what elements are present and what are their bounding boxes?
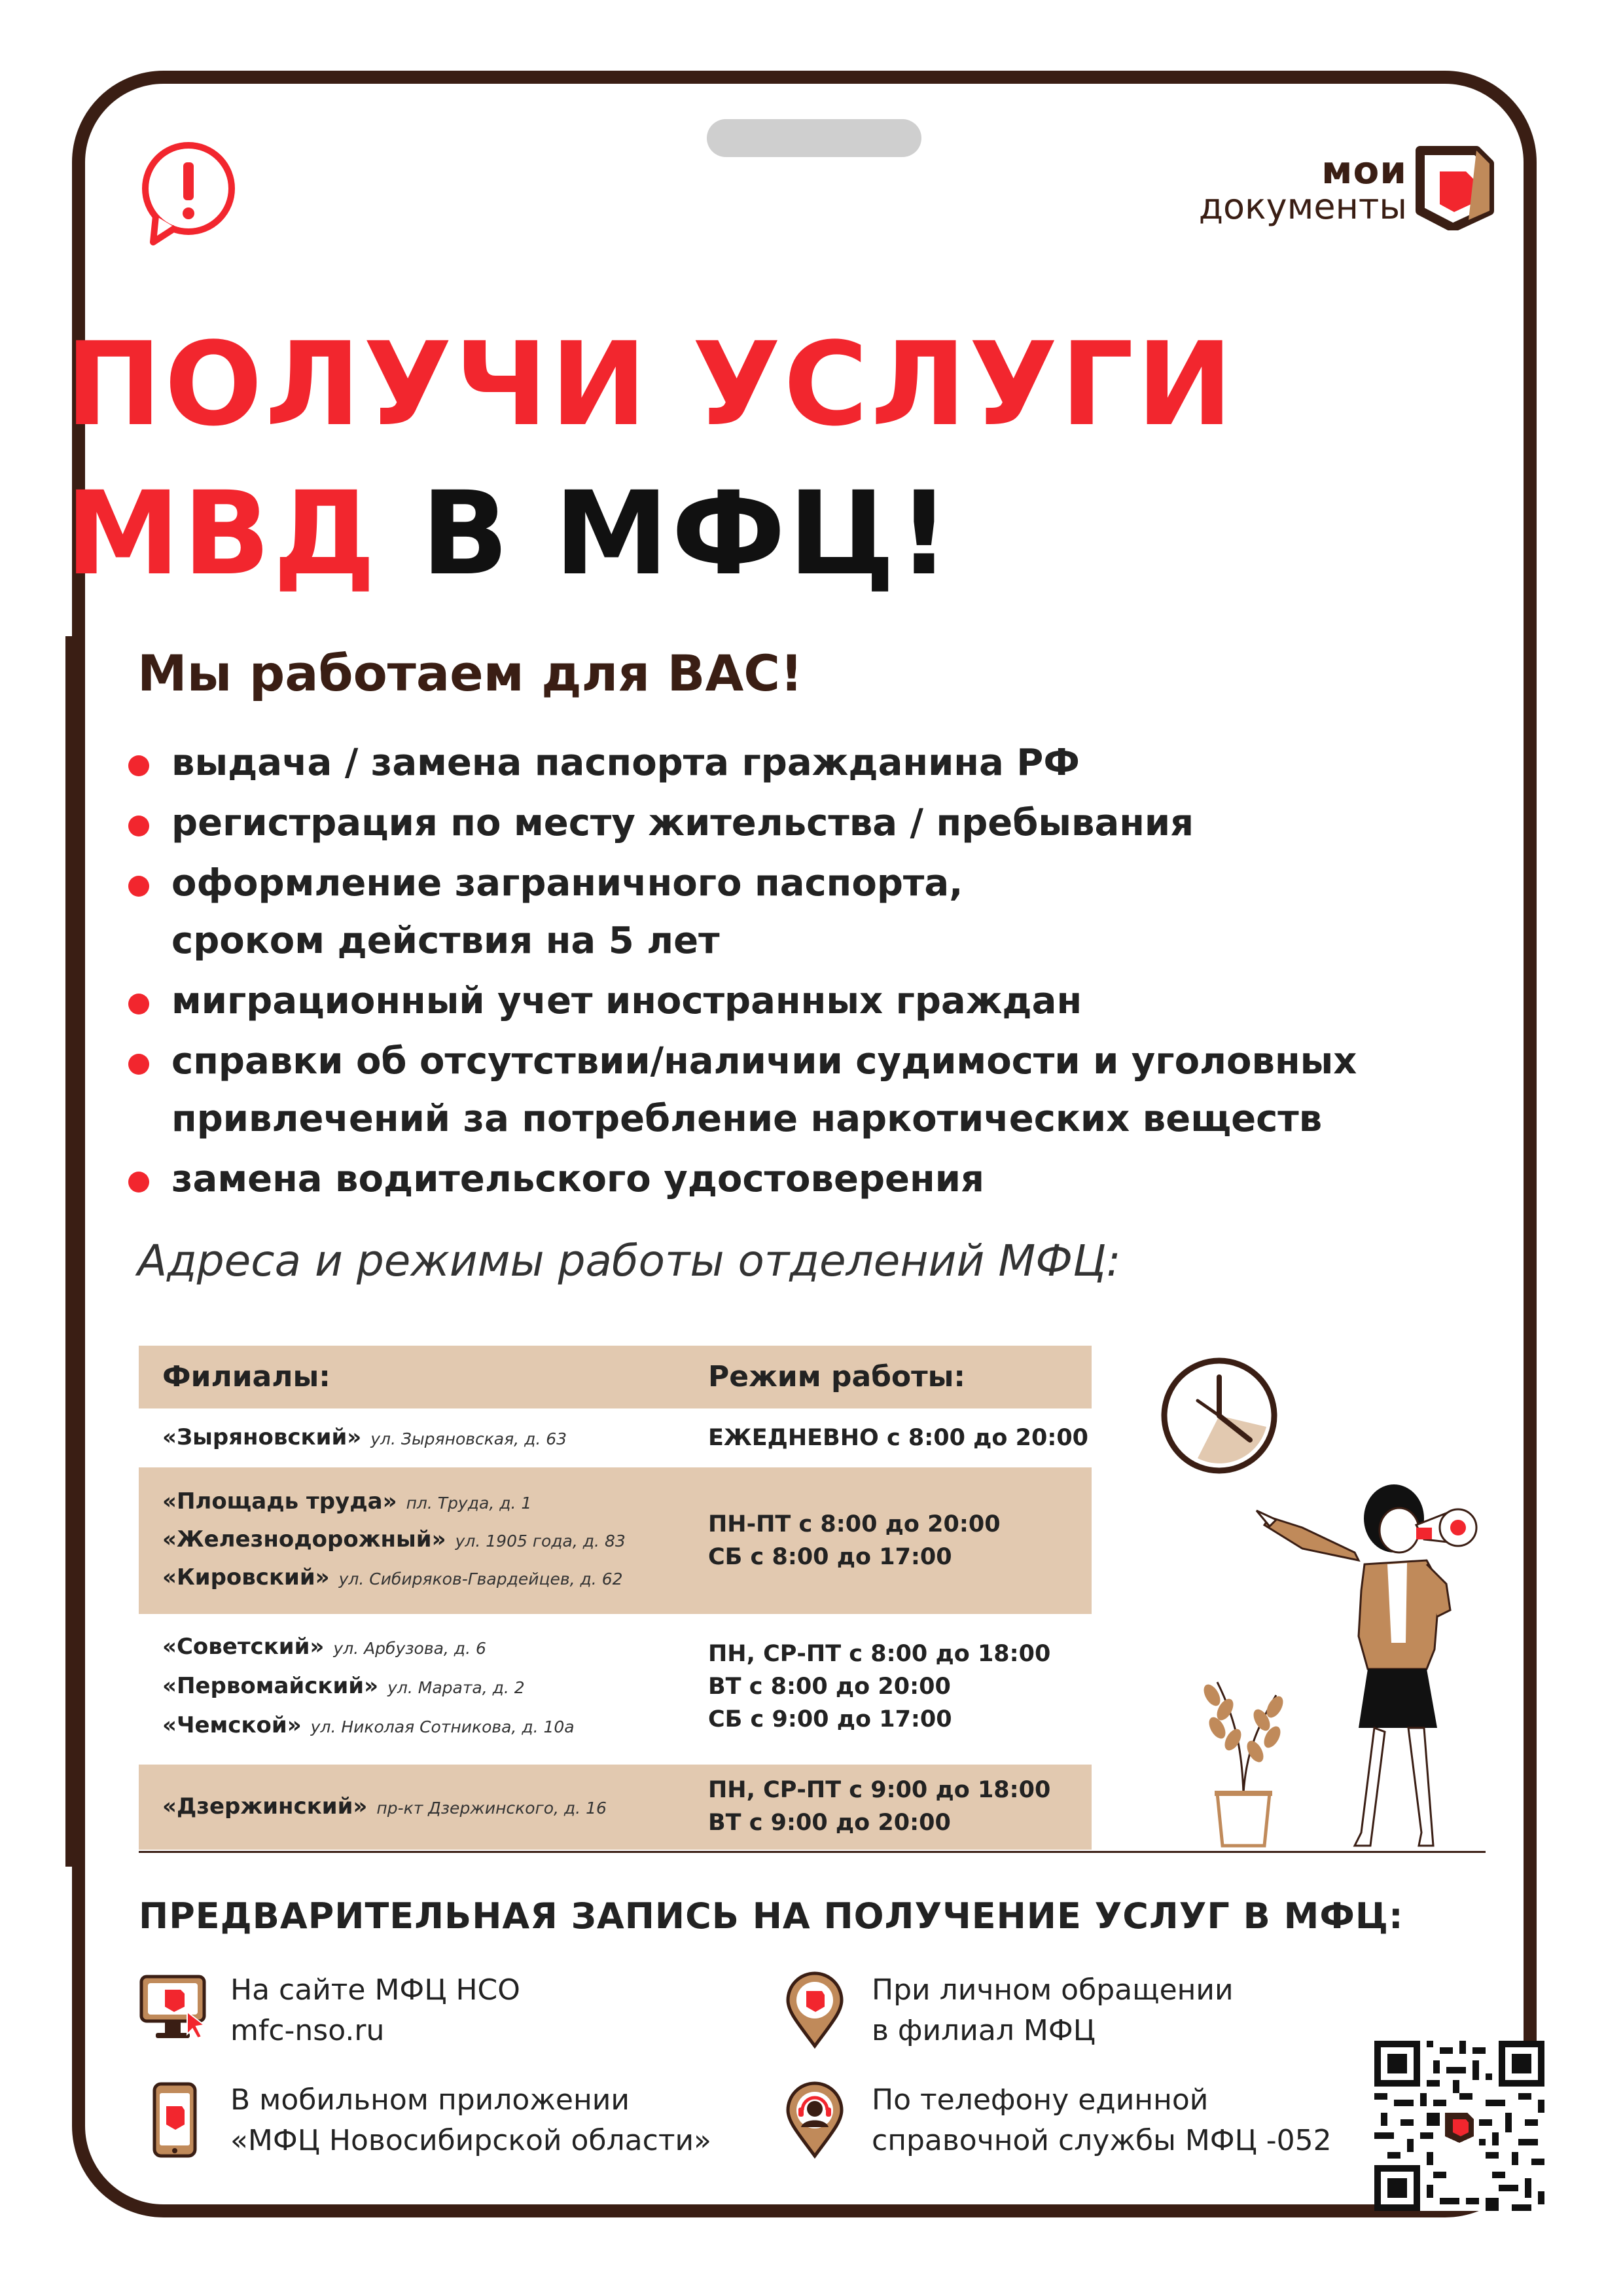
table-header [139,1346,1092,1408]
alert-icon [136,137,241,249]
bullet-icon [128,816,149,836]
logo-line2: документы [1198,186,1407,227]
service-item: справки об отсутствии/наличии судимости и уголовных привлечений за потребление наркотических веществ [128,1033,1454,1148]
bullet-icon [128,755,149,776]
branch: «Железнодорожный» ул. 1905 года, д. 83 [162,1526,626,1552]
hero-line-1: ПОЛУЧИ УСЛУГИ [65,317,1236,452]
woman-megaphone-illustration [1230,1479,1518,1852]
option-phone: По телефону единной справочной службы МФЦ -052 [872,2083,1332,2157]
schedule: ПН, СР-ПТ с 9:00 до 18:00 ВТ с 9:00 до 20:00 [708,1777,1051,1836]
services-list [128,734,1535,1211]
branches-table [139,1346,1092,1850]
schedule: ПН-ПТ с 8:00 до 20:00 СБ с 8:00 до 17:00 [708,1511,1001,1570]
qr-code[interactable] [1374,2041,1544,2211]
hero-mvd: МВД [65,467,379,601]
service-item: оформление заграничного паспорта, сроком действия на 5 лет [128,855,1022,970]
table-row [139,1765,1092,1850]
service-item: выдача / замена паспорта гражданина РФ [128,734,1535,792]
table-row [139,1467,1092,1614]
left-accent-bar [65,636,77,1867]
branch: «Кировский» ул. Сибиряков-Гвардейцев, д. 62 [162,1564,623,1590]
hero-line-2 [65,467,953,601]
prereg-title: ПРЕДВАРИТЕЛЬНАЯ ЗАПИСЬ НА ПОЛУЧЕНИЕ УСЛУГ В МФЦ: [139,1895,1404,1937]
option-website: На сайте МФЦ НСО mfc-nso.ru [230,1970,520,2051]
branch: «Чемской» ул. Николая Сотникова, д. 10а [162,1712,575,1738]
hero-v-mfc: В МФЦ! [378,467,953,601]
option-mobile: В мобильном приложении «МФЦ Новосибирской области» [230,2083,711,2157]
moi-dokumenty-logo [1165,139,1499,230]
branch: «Дзержинский» пр-кт Дзержинского, д. 16 [162,1793,607,1820]
smartphone-icon [139,2081,211,2160]
clock-icon [1158,1355,1280,1477]
website-link[interactable]: mfc-nso.ru [230,2014,385,2047]
phone-speaker [707,119,921,157]
bullet-icon [128,1054,149,1075]
logo-mark-icon [1414,139,1499,230]
service-item: регистрация по месту жительства / пребывания [128,795,1535,852]
branch: «Площадь труда» пл. Труда, д. 1 [162,1488,532,1515]
branch: «Советский» ул. Арбузова, д. 6 [162,1634,486,1660]
headset-operator-icon [779,2081,851,2160]
branch: «Первомайский» ул. Марата, д. 2 [162,1673,525,1699]
table-row [139,1408,1092,1467]
logo-line1: мои [1321,148,1407,192]
option-in-person: При личном обращении в филиал МФЦ [872,1973,1234,2047]
addresses-title: Адреса и режимы работы отделений МФЦ: [137,1236,1121,1286]
bullet-icon [128,1172,149,1193]
table-row [139,1614,1092,1765]
computer-icon [139,1971,211,2050]
header-branches: Филиалы: [162,1360,330,1393]
bullet-icon [128,876,149,897]
service-item: замена водительского удостоверения [128,1151,1535,1208]
schedule: ЕЖЕДНЕВНО с 8:00 до 20:00 [708,1425,1089,1451]
service-item: миграционный учет иностранных граждан [128,973,1535,1030]
branch: «Зыряновский» ул. Зыряновская, д. 63 [162,1424,567,1450]
location-pin-icon [779,1971,851,2050]
schedule: ПН, СР-ПТ с 8:00 до 18:00 ВТ с 8:00 до 20:00 СБ с 9:00 до 17:00 [708,1641,1051,1732]
bullet-icon [128,994,149,1014]
header-schedule: Режим работы: [708,1360,966,1393]
subheading: Мы работаем для ВАС! [137,644,803,702]
